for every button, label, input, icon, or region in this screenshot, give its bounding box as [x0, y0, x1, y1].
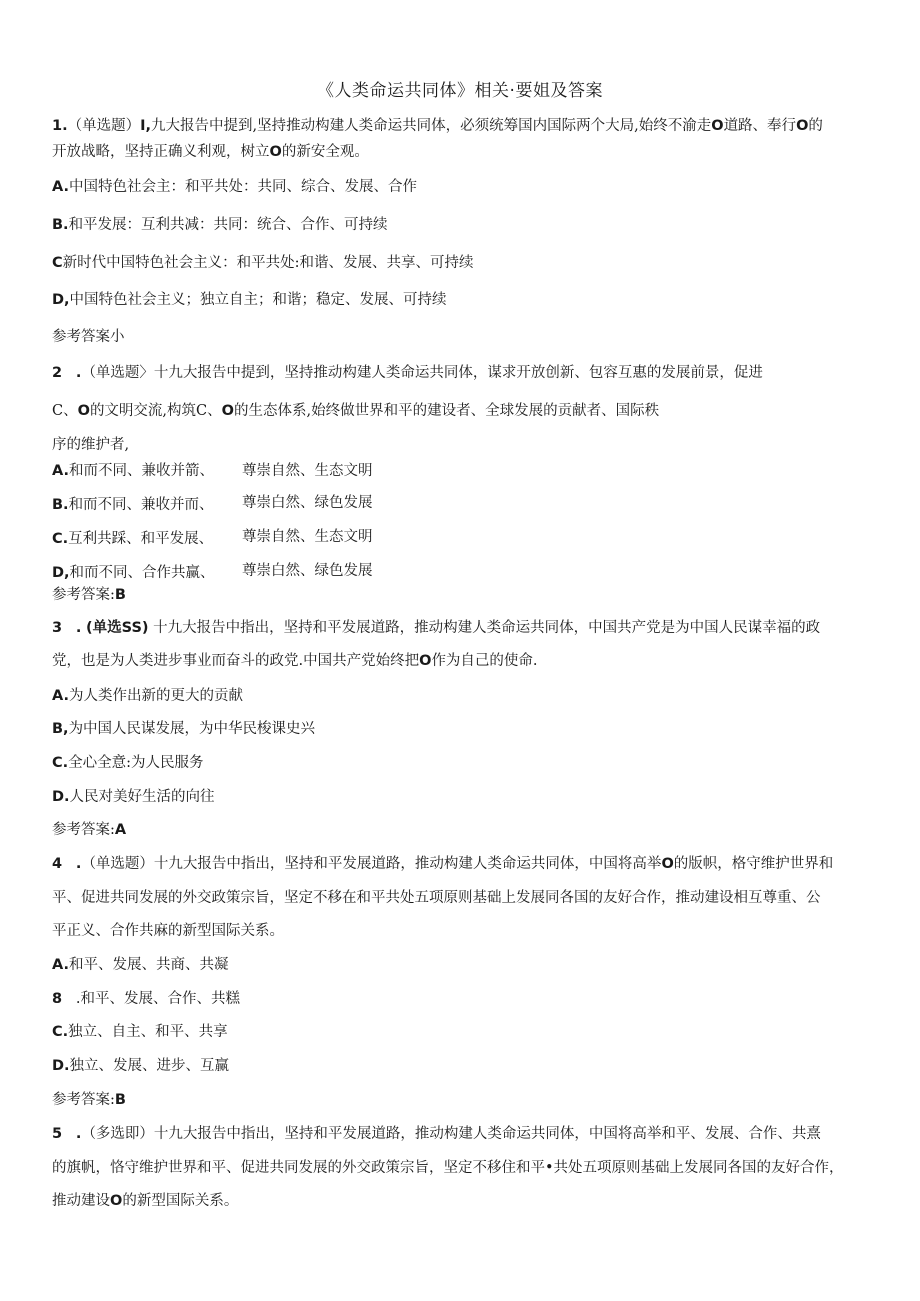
- q2-line3: 序的维护者,: [52, 437, 130, 453]
- q1-number: 1.: [52, 118, 68, 134]
- q3-option-d: D.人民对美好生活的向往: [52, 789, 215, 805]
- q2-option-c: C.互利共踩、和平发展、: [52, 531, 214, 547]
- q4-answer: 参考答案:B: [52, 1092, 126, 1108]
- q1-option-a: A.中国特色社会主：和平共处：共同、综合、发展、合作: [52, 179, 417, 195]
- blank-marker: O: [269, 144, 282, 160]
- blank-marker: O: [419, 653, 432, 669]
- q2-option-b: B.和而不同、兼收并而、: [52, 497, 214, 513]
- blank-marker: O: [796, 118, 809, 134]
- q1-line1: 1.（单选题）I,九大报告中提到,坚持推动构建人类命运共同体，必须统筹国内国际两个大局,始终不渝走O道路、奉行O的: [52, 118, 823, 134]
- q2-number: 2: [52, 365, 63, 381]
- blank-marker: O: [661, 856, 674, 872]
- q3-option-a: A.为人类作出新的更大的贡献: [52, 688, 243, 704]
- q4-line3: 平正义、合作共麻的新型国际关系。: [52, 923, 284, 939]
- q4-option-a: A.和平、发展、共商、共凝: [52, 957, 229, 973]
- q4-option-b: 8 .和平、发展、合作、共糕: [52, 991, 241, 1007]
- q4-option-d: D.独立、发展、进步、互赢: [52, 1058, 230, 1074]
- q2-option-c-right: 尊崇自然、生态文明: [242, 529, 373, 545]
- q4-number: 4: [52, 856, 63, 872]
- q2-option-a-right: 尊崇自然、生态文明: [242, 463, 373, 479]
- q5-line1: 5 .（多选即）十九大报告中指出，坚持和平发展道路，推动构建人类命运共同体，中国将高举和平、发展、合作、共熹: [52, 1126, 821, 1142]
- q3-option-b: B,为中国人民谋发展，为中华民梭课史兴: [52, 721, 316, 737]
- q3-number: 3: [52, 620, 63, 636]
- q1-answer: 参考答案小: [52, 329, 125, 345]
- q3-answer: 参考答案:A: [52, 822, 127, 838]
- q2-line2: C、O的文明交流,构筑C、O的生态体系,始终做世界和平的建设者、全球发展的贡献者、国际秩: [52, 403, 660, 419]
- q3-line1: 3 . (单选SS) 十九大报告中指出，坚持和平发展道路，推动构建人类命运共同体，中国共产党是为中国人民谋幸福的政: [52, 620, 821, 636]
- q5-line3: 推动建设O的新型国际关系。: [52, 1193, 239, 1209]
- q2-option-d-right: 尊崇白然、绿色发展: [242, 563, 373, 579]
- q5-number: 5: [52, 1126, 63, 1142]
- document-title: 《人类命运共同体》相关·要姐及答案: [317, 81, 603, 101]
- q3-option-c: C.全心全意:为人民服务: [52, 755, 204, 771]
- q3-line2: 党，也是为人类进步事业而奋斗的政党.中国共产党始终把O作为自己的使命.: [52, 653, 538, 669]
- q2-answer: 参考答案:B: [52, 587, 126, 603]
- q2-option-b-right: 尊崇白然、绿色发展: [242, 495, 373, 511]
- q2-option-d: D,和而不同、合作共赢、: [52, 565, 215, 581]
- q4-option-c: C.独立、自主、和平、共享: [52, 1024, 228, 1040]
- q1-option-c: C新时代中国特色社会主义：和平共处:和谐、发展、共享、可持续: [52, 255, 474, 271]
- blank-marker: O: [110, 1193, 123, 1209]
- q1-option-d: D,中国特色社会主义；独立自主；和谐；稳定、发展、可持续: [52, 292, 447, 308]
- q2-option-a: A.和而不同、兼收并箭、: [52, 463, 214, 479]
- q4-line2: 平、促进共同发展的外交政策宗旨，坚定不移在和平共处五项原则基础上发展同各国的友好合作，推动建设相互尊重、公: [52, 890, 821, 906]
- blank-marker: O: [221, 403, 234, 419]
- blank-marker: O: [711, 118, 724, 134]
- blank-marker: O: [77, 403, 90, 419]
- q5-line2: 的旗帆，恪守维护世界和平、促进共同发展的外交政策宗旨，坚定不移住和平•共处五项原则基础上发展同各国的友好合作，: [52, 1160, 844, 1176]
- q1-line2: 开放战略，坚持正确义利观，树立O的新安全观。: [52, 144, 369, 160]
- q1-option-b: B.和平发展：互利共减：共同：统合、合作、可持续: [52, 217, 388, 233]
- q2-line1: 2 .（单选题〉十九大报告中提到，坚持推动构建人类命运共同体，谋求开放创新、包容互惠的发展前景，促进: [52, 365, 763, 381]
- q4-line1: 4 .（单选题）十九大报告中指出，坚持和平发展道路，推动构建人类命运共同体，中国将高举O的版帜，格守维护世界和: [52, 856, 834, 872]
